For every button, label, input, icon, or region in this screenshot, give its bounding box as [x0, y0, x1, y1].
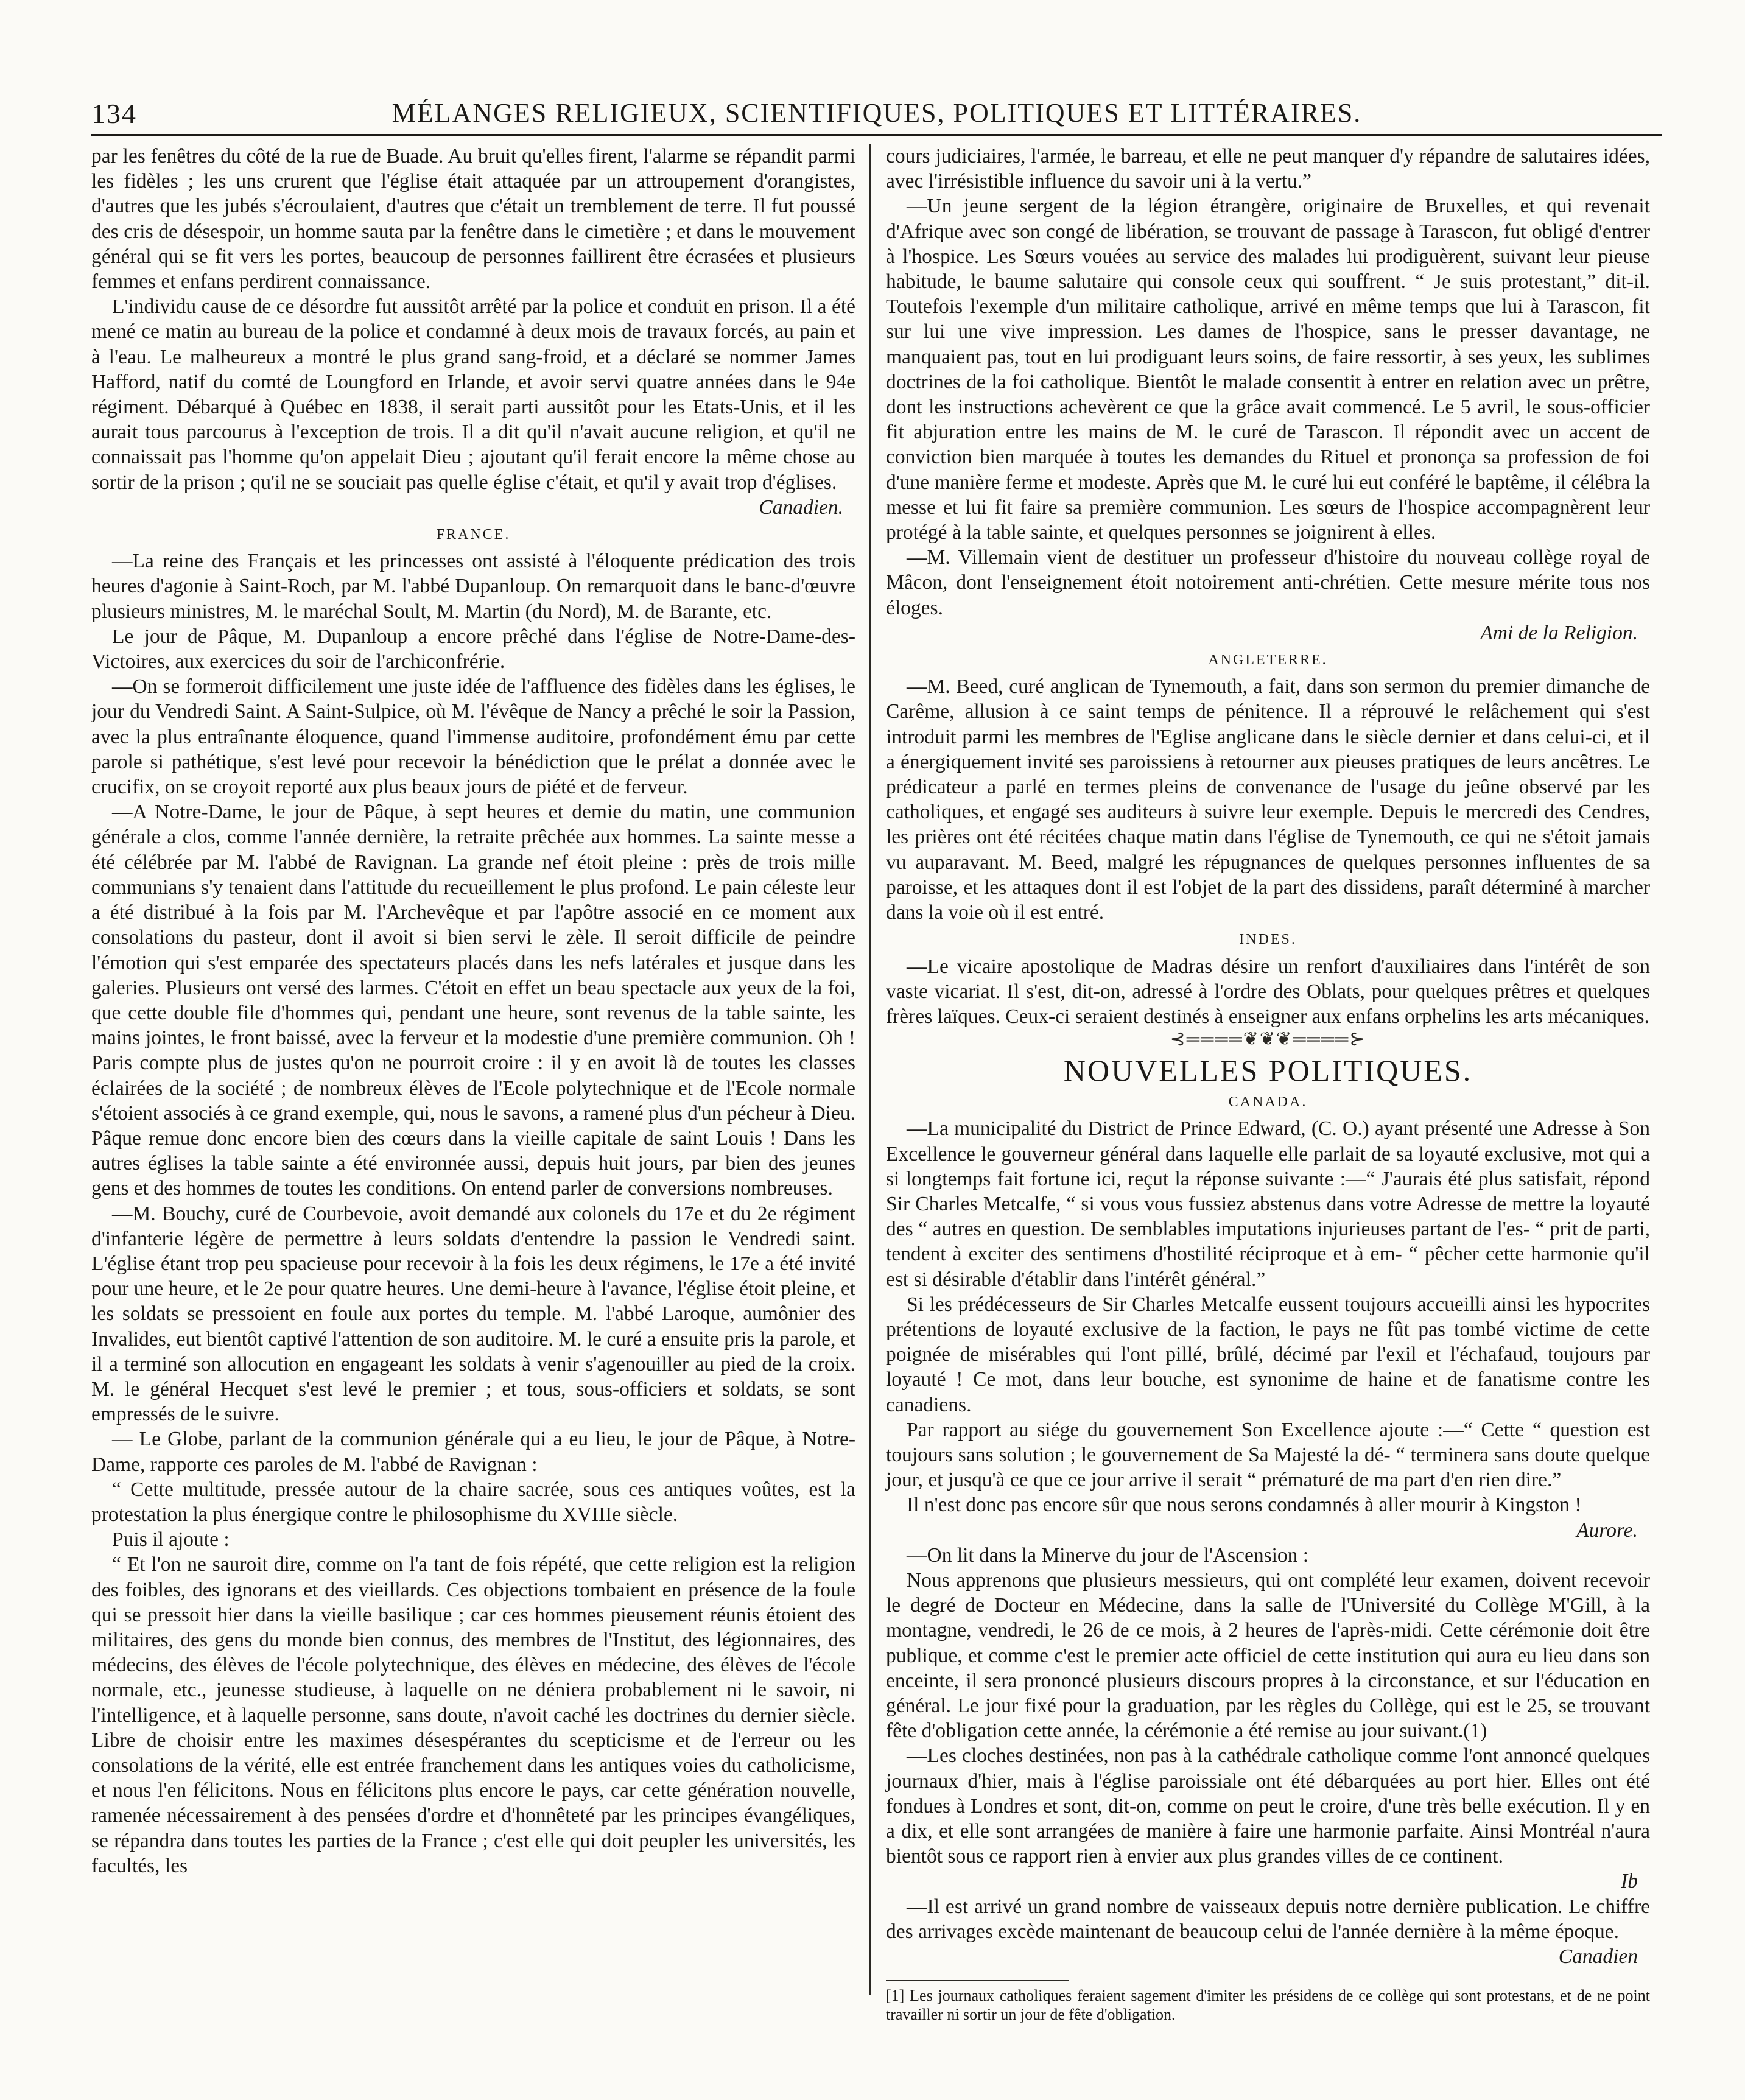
article-paragraph: —M. Bouchy, curé de Courbevoie, avoit demandé aux colonels du 17e et du 2e régiment d'infanterie légère de permettre à leurs soldats d'entendre la passion le Vendredi saint. L'église étant trop peu spacieuse pour recevoir à la fois les deux régimens, le 17e a été invité pour une heure, et le 2e pour quatre heures. Une demi-heure à l'avance, l'église étoit pleine, et les soldats se pressoient en foule aux portes du temple. M. l'abbé Laroque, aumônier des Invalides, eut bientôt captivé l'attention de son auditoire. M. le curé a ensuite pris la parole, et il a terminé son allocution en engageant les soldats à venir s'agenouiller au pied de la croix. M. le général Hecquet s'est levé le premier ; et tous, sous-officiers et soldats, se sont empressés de le suivre. — [91, 1202, 855, 1426]
article-paragraph: —Un jeune sergent de la légion étrangère, originaire de Bruxelles, et qui revenait d'Afrique avec son congé de libération, se trouvant de passage à Tarascon, fut obligé d'entrer à l'hospice. Les Sœurs vouées au service des malades lui prodiguèrent, suivant leur pieuse habitude, le baume salutaire qui console ceux qui souffrent. “ Je suis protestant,” dit-il. Toutefois l'exemple d'un militaire catholique, arrivé en même temps que lui à Tarascon, fit sur lui une vive impression. Les dames de l'hospice, sans le presser davantage, ne manquaient pas, tout en lui prodiguant leurs soins, de faire ressortir, à ses yeux, les sublimes doctrines de la foi catholique. Bientôt le malade consentit à entrer en relation avec un prêtre, dont les instructions achevèrent ce que la grâce avait commencé. Le 5 avril, le sous-officier fit abjuration entre les mains de M. le curé de Tarascon. Il répondit avec un accent de conviction bien marquée à toutes les demandes du Rituel et prononça sa profession de foi d'une manière ferme et modeste. Après que M. le curé lui eut conféré le baptême, il célébra la messe et lui fit faire sa première communion. Les sœurs de l'hospice accompagnèrent leur protégé à la table sainte, et quelques personnes se joignirent à elles. — [886, 195, 1650, 544]
column-divider — [869, 144, 871, 1995]
article-paragraph: Puis il ajoute : — [112, 1528, 230, 1551]
article-paragraph: Il n'est donc pas encore sûr que nous serons condamnés à aller mourir à Kingston ! — [907, 1494, 1582, 1517]
page-number: 134 — [91, 98, 137, 129]
section-heading-canada: CANADA. — [1228, 1094, 1308, 1111]
article-paragraph: —La municipalité du District de Prince Edward, (C. O.) ayant présenté une Adresse à Son Excellence le gouverneur général dans laquelle elle parlait de sa loyauté exclusive, mot qui a si longtemps fait fortune ici, reçut la réponse suivante :—“ J'aurais été plus satisfait, répond Sir Charles Metcalfe, “ si vous vous fussiez abstenus dans votre Adresse de mettre la loyauté des “ autres en question. De semblables imputations injurieuses partant de l'es- “ prit de parti, tendent à exciter des sentimens d'hostilité réciproque et à em- “ pêcher cette harmonie qu'il est si désirable d'établir dans l'intérêt général.” — [886, 1117, 1650, 1291]
article-paragraph: —A Notre-Dame, le jour de Pâque, à sept heures et demie du matin, une communion générale a clos, comme l'année dernière, la retraite prêchée aux hommes. La sainte messe a été célébrée par M. l'abbé de Ravignan. La grande nef étoit pleine : près de trois mille communians s'y tenaient dans l'attitude du recueillement le plus profond. Le pain céleste leur a été distribué à la fois par M. l'Archevêque et par l'apôtre associé en ce moment aux consolations du pasteur, dont il avoit si bien servi le zèle. Il seroit difficile de peindre l'émotion qui s'est emparée des spectateurs placés dans les nefs latérales et jusque dans les galeries. Plusieurs ont versé des larmes. C'étoit en effet un beau spectacle aux yeux de la foi, que cette double file d'hommes qui, pendant une heure, sont revenus de la table sainte, les mains jointes, le front baissé, avec la ferveur et la modestie d'une première communion. Oh ! Paris compte plus de justes qu'on ne pourroit croire : il y en avoit là de toutes les classes éclairées de la société ; de nombreux élèves de l'Ecole polytechnique et de l'Ecole normale s'étoient associés à ce grand exemple, qui, nous le savons, a ramené plus d'un pécheur à Dieu. Pâque remue donc encore bien des cœurs dans la vieille capitale de saint Louis ! Dans les autres églises la table sainte a été environnée aussi, depuis huit jours, par bien des jeunes gens et des hommes de toutes les conditions. On entend parler de conversions nombreuses. — [91, 801, 855, 1200]
section-title-nouvelles: NOUVELLES POLITIQUES. — [1063, 1053, 1473, 1088]
article-paragraph: —La reine des Français et les princesses ont assisté à l'éloquente prédication des trois heures d'agonie à Saint-Roch, par M. l'abbé Dupanloup. On remarquoit dans le banc-d'œuvre plusieurs ministres, M. le maréchal Soult, M. Martin (du Nord), M. de Barante, etc. — [91, 550, 855, 623]
article-paragraph: —On se formeroit difficilement une juste idée de l'affluence des fidèles dans les églises, le jour du Vendredi Saint. A Saint-Sulpice, où M. l'évêque de Nancy a prêché le soir la Passion, avec la plus entraînante éloquence, quand l'immense auditoire, profondément ému par cette parole si pathétique, s'est levé pour recevoir la bénédiction que le prélat a donnée avec le crucifix, on se croyoit reporté aux plus beaux jours de piété et de ferveur. — [91, 675, 855, 799]
article-paragraph: —On lit dans la Minerve du jour de l'Ascension : — [907, 1543, 1309, 1567]
article-paragraph: cours judiciaires, l'armée, le barreau, et elle ne peut manquer d'y répandre de salutaires idées, avec l'irrésistible influence du savoir uni à la vertu.” — [886, 145, 1650, 193]
quoted-paragraph: “ Et l'on ne sauroit dire, comme on l'a tant de fois répété, que cette religion est la religion des foibles, des ignorans et des vieillards. Ces objections tombaient en présence de la foule qui se pressoit hier dans la vieille basilique ; car ces hommes pieusement réunis étoient des militaires, des gens du monde bien connus, des membres de l'Institut, des légionnaires, des médecins, des élèves de l'école polytechnique, des élèves en médecine, des élèves de l'école normale, etc., jeunesse studieuse, à laquelle on ne déniera probablement ni le savoir, ni l'intelligence, et à laquelle personne, sans doute, n'avoit caché les doctrines du dernier siècle. Libre de choisir entre les maximes désespérantes du scepticisme et de l'erreur ou les consolations de la vérité, elle est entrée franchement dans les antiques voies du catholicisme, et nous l'en félicitons. Nous en félicitons plus encore le pays, car cette génération nouvelle, ramenée nécessairement à des pensées d'ordre et d'honnêteté par les principes évangéliques, se répandra dans toutes les parties de la France ; c'est elle qui doit peupler les universités, les facultés, les — [91, 1553, 855, 1877]
article-paragraph: —Les cloches destinées, non pas à la cathédrale catholique comme l'ont annoncé quelques journaux d'hier, mais à l'église paroissiale ont été débarquées au port hier. Elles ont été fondues à Londres et sont, dit-on, comme on peut le croire, d'une très belle exécution. Il y en a dix, et elle sont arrangées de manière à faire une harmonie parfaite. Ainsi Montréal n'aura bientôt sous ce rapport rien à envier aux plus grandes villes de ce continent. — [886, 1744, 1650, 1868]
source-signature: Canadien. — [759, 496, 843, 519]
footnote: [1] Les journaux catholiques feraient sagement d'imiter les présidens de ce collège qui sont protestans, et de ne point travailler ni sortir un jour de fête d'obligation. — [886, 1987, 1650, 2024]
left-column — [91, 144, 855, 1878]
page-header — [91, 97, 1662, 136]
article-paragraph: Si les prédécesseurs de Sir Charles Metcalfe eussent toujours accueilli ainsi les hypocrites prétentions de loyauté exclusive de la faction, le pays ne fût pas tombé victime de cette poignée de misérables qui l'ont pillé, brûlé, décimé par l'exil et l'échafaud, toujours par loyauté ! Ce mot, dans leur bouche, est synonime de haine et de fanatisme contre les canadiens. — [886, 1293, 1650, 1416]
article-paragraph: par les fenêtres du côté de la rue de Buade. Au bruit qu'elles firent, l'alarme se répandit parmi les fidèles ; les uns crurent que l'église était attaquée par un attroupement d'orangistes, d'autres que les jubés s'écroulaient, d'autres que c'était un tremblement de terre. Il fut poussé des cris de désespoir, un homme sauta par la fenêtre dans le cimetière ; et dans le mouvement général qui se fit vers les portes, beaucoup de personnes faillirent être écrasées et plusieurs femmes et enfans perdirent connaissance. — [91, 145, 855, 293]
source-signature: Canadien — [1558, 1945, 1638, 1968]
article-paragraph: — Le Globe, parlant de la communion générale qui a eu lieu, le jour de Pâque, à Notre-Dame, rapporte ces paroles de M. l'abbé de Ravignan : — [91, 1428, 855, 1476]
running-title: MÉLANGES RELIGIEUX, SCIENTIFIQUES, POLITIQUES ET LITTÉRAIRES. — [391, 98, 1362, 128]
ornament-divider: ⊰════❦❦❦════⊱ — [1170, 1029, 1366, 1050]
source-signature: Ib — [1621, 1870, 1638, 1893]
source-signature: Ami de la Religion. — [1480, 621, 1638, 644]
article-paragraph: —Le vicaire apostolique de Madras désire un renfort d'auxiliaires dans l'intérêt de son vaste vicariat. Il s'est, dit-on, adressé à l'ordre des Oblats, pour quelques prêtres et quelques frères laïques. Ceux-ci seraient destinés à enseigner aux enfans orphelins les arts mécaniques. — [886, 955, 1650, 1028]
article-paragraph: L'individu cause de ce désordre fut aussitôt arrêté par la police et conduit en prison. Il a été mené ce matin au bureau de la police et condamné à deux mois de travaux forcés, au pain et à l'eau. Le malheureux a montré le plus grand sang-froid, et a déclaré se nommer James Hafford, natif du comté de Loungford en Irlande, et avoir servi quatre années dans le 94e régiment. Débarqué à Québec en 1838, il serait parti aussitôt pour les Etats-Unis, et il les aurait tous parcourus à l'exception de trois. Il a dit qu'il n'avait aucune religion, et qu'il ne connaissait pas l'homme qu'on appelait Dieu ; ajoutant qu'il ferait encore la même chose au sortir de la prison ; qu'il ne se souciait pas quelle église c'était, et qu'il y avait trop d'églises. — [91, 295, 855, 494]
source-signature: Aurore. — [1576, 1519, 1638, 1542]
section-heading-indes: INDES. — [1239, 932, 1297, 948]
article-paragraph: Par rapport au siége du gouvernement Son Excellence ajoute :—“ Cette “ question est toujours sans solution ; le gouvernement de Sa Majesté la dé- “ terminera sans doute quelque jour, et jusqu'à ce que ce jour arrive il serait “ prématuré de ma part d'en rien dire.” — [886, 1418, 1650, 1492]
right-column — [886, 144, 1650, 2024]
section-heading-angleterre: ANGLETERRE. — [1208, 652, 1328, 669]
footnote-rule — [886, 1980, 1069, 1981]
quoted-paragraph: “ Cette multitude, pressée autour de la chaire sacrée, sous ces antiques voûtes, est la protestation la plus énergique contre le philosophisme du XVIIIe siècle. — [91, 1478, 855, 1526]
section-heading-france: FRANCE. — [436, 527, 511, 543]
article-paragraph: —M. Villemain vient de destituer un professeur d'histoire du nouveau collège royal de Mâcon, dont l'enseignement étoit notoirement anti-chrétien. Cette mesure mérite tous nos éloges. — [886, 546, 1650, 619]
article-paragraph: Nous apprenons que plusieurs messieurs, qui ont complété leur examen, doivent recevoir le degré de Docteur en Médecine, dans la salle de l'Université du Collège M'Gill, à la montagne, vendredi, le 26 de ce mois, à 2 heures de l'après-midi. Cette cérémonie doit être publique, et comme c'est le premier acte officiel de cette institution qui aura eu lieu dans son enceinte, il sera prononcé plusieurs discours propres à la circonstance, et sur l'éducation en général. Le jour fixé pour la graduation, par les règles du Collège, qui est le 25, se trouvant fête d'obligation cette année, la cérémonie a été remise au jour suivant.(1) — [886, 1568, 1650, 1743]
article-paragraph: —M. Beed, curé anglican de Tynemouth, a fait, dans son sermon du premier dimanche de Carême, allusion à ce saint temps de pénitence. Il a réprouvé le relâchement qui s'est introduit parmi les membres de l'Eglise anglicane dans le siècle dernier et dans celui-ci, et il a énergiquement invité ses paroissiens à retourner aux pieuses pratiques de leurs ancêtres. Le prédicateur a parlé en termes pleins de convenance de l'usage du jeûne observé par les catholiques, et engagé ses auditeurs à suivre leur exemple. Depuis le mercredi des Cendres, les prières ont été récitées chaque matin dans l'église de Tynemouth, ce qui ne s'étoit jamais vu auparavant. M. Beed, malgré les répugnances de quelques personnes influentes de sa paroisse, et les attaques dont il est l'objet de la part des dissidens, paraît déterminé à marcher dans la voie où il est entré. — [886, 675, 1650, 924]
article-paragraph: Le jour de Pâque, M. Dupanloup a encore prêché dans l'église de Notre-Dame-des-Victoires, aux exercices du soir de l'archiconfrérie. — [91, 625, 855, 673]
article-paragraph: —Il est arrivé un grand nombre de vaisseaux depuis notre dernière publication. Le chiffre des arrivages excède maintenant de beaucoup celui de l'année dernière à la même époque. — [886, 1895, 1650, 1943]
